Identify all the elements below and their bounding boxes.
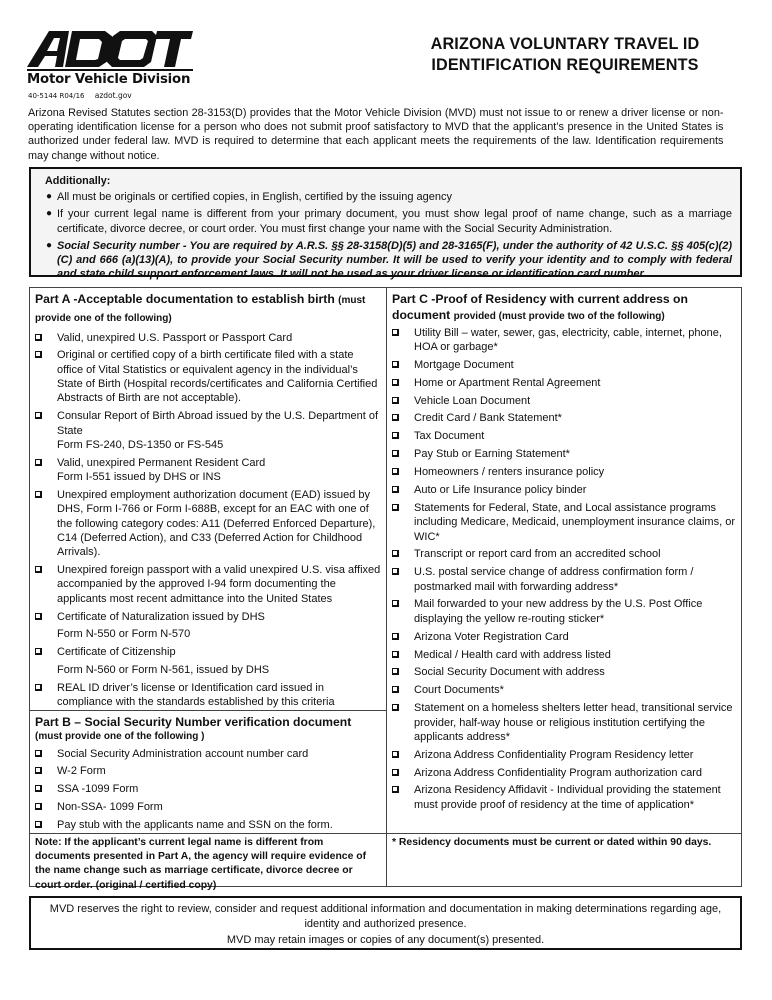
part-c-item [392, 766, 737, 780]
part-a-item-text: REAL ID driver’s license or Identification card issued in compliance with the standards established by this criteria [57, 682, 335, 709]
part-a-item [35, 331, 382, 345]
part-b-item [35, 764, 382, 778]
part-b-section [30, 710, 386, 832]
checkbox-icon[interactable] [392, 568, 399, 575]
part-c-item [392, 748, 737, 762]
part-a-item-subtext: Form N-560 or Form N-561, issued by DHS [57, 664, 270, 677]
part-a-item-text: Certificate of Naturalization issued by DHS [57, 610, 265, 623]
part-c-item-text: Court Documents* [414, 684, 504, 697]
part-c-item-text: Utility Bill – water, sewer, gas, electricity, cable, internet, phone, HOA or garbage* [414, 326, 722, 353]
checkbox-icon[interactable] [392, 686, 399, 693]
checkbox-icon[interactable] [392, 486, 399, 493]
part-c-item [392, 394, 737, 408]
intro-paragraph: Arizona Revised Statutes section 28-3153(D) provides that the Motor Vehicle Division (MVD) must not issue to or renew a driver license or non-operating identification license for a person who does not submit proof satisfactory to MVD that the applicant’s presence in the United States is authorized under federal law. MVD is required to determine that each applicant meets the requirements of the law. Identification requirements may change without notice. [28, 107, 724, 162]
part-a-section [30, 288, 386, 710]
checkbox-icon[interactable] [392, 600, 399, 607]
part-c-item [392, 597, 737, 626]
checkbox-icon[interactable] [35, 767, 42, 774]
checkbox-icon[interactable] [392, 361, 399, 368]
checkbox-icon[interactable] [392, 379, 399, 386]
checkbox-icon[interactable] [35, 491, 42, 498]
part-a-item [35, 681, 382, 710]
part-c-item [392, 630, 737, 644]
additionally-heading: Additionally: [45, 175, 111, 187]
part-c-item [392, 447, 737, 461]
part-c-item-text: Auto or Life Insurance policy binder [414, 484, 587, 497]
checkbox-icon[interactable] [392, 329, 399, 336]
part-a-item [35, 456, 382, 485]
website-link[interactable]: azdot.gov [94, 91, 132, 100]
adot-logo-icon [27, 31, 193, 67]
checkbox-icon[interactable] [392, 651, 399, 658]
part-c-item-text: Home or Apartment Rental Agreement [414, 376, 601, 389]
checkbox-icon[interactable] [35, 785, 42, 792]
bullet-icon: ● [46, 239, 53, 251]
part-c-item-text: Tax Document [414, 430, 485, 443]
checkbox-icon[interactable] [35, 459, 42, 466]
part-b-list [30, 747, 386, 833]
part-a-item-text: Certificate of Citizenship [57, 646, 176, 659]
checkbox-icon[interactable] [35, 613, 42, 620]
bullet-icon: ● [46, 208, 53, 220]
part-c-item [392, 648, 737, 662]
checkbox-icon[interactable] [392, 397, 399, 404]
adot-logo [27, 31, 195, 87]
part-c-item-text: Medical / Health card with address listed [414, 648, 611, 661]
footer-line-1: MVD reserves the right to review, consider and request additional information and documentation in making determinations regarding age, identity and authorized presence. [49, 903, 722, 930]
checkbox-icon[interactable] [35, 566, 42, 573]
part-c-item [392, 683, 737, 697]
part-c-item-text: Credit Card / Bank Statement* [414, 412, 562, 425]
part-a-item [35, 563, 382, 606]
part-b-item [35, 782, 382, 796]
checkbox-icon[interactable] [35, 648, 42, 655]
additionally-bullet: ● If your current legal name is different from your primary document, you must show legal proof of name change, such as a marriage certificate, divorce decree, or court order. You must first change your name with the Social Security Administration. [46, 208, 732, 235]
part-c-item-text: Arizona Address Confidentiality Program authorization card [414, 766, 702, 779]
logo-subtitle: Motor Vehicle Division [27, 71, 191, 87]
part-b-item [35, 818, 382, 832]
page-title [400, 34, 730, 76]
name-change-note: Note: If the applicant’s current legal name is different from documents presented in Part A, the agency will require evidence of the name change such as marriage certificate, divorce decree or court order. (original / certified copy) [30, 833, 386, 888]
footer-box [29, 896, 742, 950]
part-b-heading-note: (must provide one of the following ) [35, 731, 205, 742]
title-line-1: ARIZONA VOLUNTARY TRAVEL ID [430, 35, 700, 53]
part-a-item [35, 488, 382, 559]
part-c-item-text: Transcript or report card from an accredited school [414, 548, 661, 561]
part-b-item [35, 800, 382, 814]
checkbox-icon[interactable] [392, 786, 399, 793]
part-a-heading: Part A -Acceptable documentation to establish birth (must provide one of the following) [35, 292, 366, 324]
part-c-item [392, 465, 737, 479]
part-c-item [392, 326, 737, 355]
part-c-item [392, 376, 737, 390]
part-a-item-subtext: Form FS-240, DS-1350 or FS-545 [57, 438, 224, 451]
part-a-item-subtext: Form N-550 or Form N-570 [57, 628, 191, 641]
checkbox-icon[interactable] [392, 504, 399, 511]
part-c-item [392, 565, 737, 594]
form-number: 40-5144 R04/16 [28, 92, 85, 100]
checkbox-icon[interactable] [35, 351, 42, 358]
title-line-2: IDENTIFICATION REQUIREMENTS [431, 56, 699, 74]
part-c-item [392, 358, 737, 372]
part-b-heading: Part B – Social Security Number verification document [35, 715, 352, 729]
part-c-item [392, 411, 737, 425]
part-c-heading: Part C -Proof of Residency with current address on document provided (must provide two of the following) [392, 292, 688, 322]
part-c-item-text: Vehicle Loan Document [414, 394, 531, 407]
part-a-item-text: Valid, unexpired Permanent Resident Card [57, 456, 266, 469]
part-b-item-text: Non-SSA- 1099 Form [57, 801, 163, 814]
part-c-item-text: Arizona Address Confidentiality Program Residency letter [414, 748, 694, 761]
part-c-item-text: U.S. postal service change of address confirmation form / postmarked mail with forwarding address* [414, 566, 694, 593]
checkbox-icon[interactable] [392, 432, 399, 439]
checkbox-icon[interactable] [35, 684, 42, 691]
checkbox-icon[interactable] [392, 468, 399, 475]
part-c-item-text: Homeowners / renters insurance policy [414, 466, 605, 479]
part-b-item-text: SSA -1099 Form [57, 783, 139, 796]
part-a-item [35, 409, 382, 452]
part-c-item-text: Social Security Document with address [414, 666, 605, 679]
bullet-icon: ● [46, 191, 53, 203]
part-a-item-text: Original or certified copy of a birth certificate filed with a state office of Vital Statistics or equivalent agency in the individual’s State of Birth (Hospital records/certificates and California Certified Abstracts of Birth are not acceptable). [57, 349, 378, 405]
checkbox-icon[interactable] [35, 803, 42, 810]
part-c-item-text: Arizona Voter Registration Card [414, 630, 569, 643]
part-c-item-text: Statement on a homeless shelters letter head, transitional service provider, half-way house or religious institution certifying the applicants address* [414, 702, 733, 743]
checkbox-icon[interactable] [392, 668, 399, 675]
part-b-item-text: Social Security Administration account number card [57, 747, 309, 760]
part-a-item-subtext: Form I-551 issued by DHS or INS [57, 471, 221, 484]
part-c-item-text: Mortgage Document [414, 358, 514, 371]
form-meta [28, 91, 132, 100]
checkbox-icon[interactable] [35, 750, 42, 757]
part-b-item-text: W-2 Form [57, 765, 106, 778]
footer-line-2: MVD may retain images or copies of any document(s) presented. [226, 934, 545, 946]
part-c-item [392, 783, 737, 812]
part-a-item-text: Unexpired foreign passport with a valid unexpired U.S. visa affixed accompanied by the approved I-94 form documenting the applicants most recent admittance into the United States [57, 564, 381, 605]
checkbox-icon[interactable] [392, 450, 399, 457]
checkbox-icon[interactable] [35, 334, 42, 341]
checkbox-icon[interactable] [392, 550, 399, 557]
part-c-item [392, 429, 737, 443]
additionally-bullet: ● All must be originals or certified copies, in English, certified by the issuing agency [46, 191, 452, 204]
part-a-item-text: Valid, unexpired U.S. Passport or Passport Card [57, 331, 293, 344]
checkbox-icon[interactable] [35, 821, 42, 828]
checkbox-icon[interactable] [392, 633, 399, 640]
part-a-item-text: Consular Report of Birth Abroad issued by the U.S. Department of State [57, 410, 378, 437]
additionally-box [29, 167, 742, 281]
part-c-list [387, 326, 741, 812]
part-c-item [392, 547, 737, 561]
part-a-item-text: Unexpired employment authorization document (EAD) issued by DHS, Form I-766 or Form I-688B, except for an EAC with one of the following category codes: A11 (Deferred Enforced Departure), C14 (Deferred Action), and C33 (Deferred Action for Childhood Arrivals). [57, 488, 376, 559]
part-c-item-text: Statements for Federal, State, and Local assistance programs including Medicare, Medicaid, unemployment insurance claims, or WIC* [414, 501, 735, 543]
part-c-item [392, 501, 737, 544]
requirements-grid [29, 287, 742, 891]
part-c-section [387, 288, 741, 812]
checkbox-icon[interactable] [35, 412, 42, 419]
part-c-item-text: Pay Stub or Earning Statement* [414, 448, 570, 461]
logo-rule [27, 69, 193, 71]
additionally-list [45, 190, 732, 281]
part-b-item-text: Pay stub with the applicants name and SSN on the form. [57, 819, 333, 832]
checkbox-icon[interactable] [392, 769, 399, 776]
part-a-item [35, 348, 382, 405]
residency-note: * Residency documents must be current or dated within 90 days. [387, 833, 741, 888]
part-a-item [35, 610, 382, 642]
checkbox-icon[interactable] [392, 751, 399, 758]
part-b-item [35, 747, 382, 761]
checkbox-icon[interactable] [392, 704, 399, 711]
part-c-item [392, 665, 737, 679]
additionally-bullet: ● Social Security number - You are required by A.R.S. §§ 28-3158(D)(5) and 28-3165(F), under the authority of 42 U.S.C. §§ 405(c)(2)(C) and 666 (a)(13)(A), to provide your Social Security number. It will be used to verify your identity and to comply with federal and state child support enforcement laws. It will not be used as your driver license or identification card number. [46, 239, 732, 281]
part-c-item [392, 483, 737, 497]
checkbox-icon[interactable] [392, 414, 399, 421]
part-c-item [392, 701, 737, 744]
part-a-list [30, 331, 386, 710]
part-c-item-text: Arizona Residency Affidavit - Individual providing the statement must provide proof of residency at the time of application* [414, 784, 721, 811]
part-c-item-text: Mail forwarded to your new address by the U.S. Post Office displaying the yellow re-routing sticker* [414, 598, 703, 625]
part-a-item [35, 645, 382, 677]
